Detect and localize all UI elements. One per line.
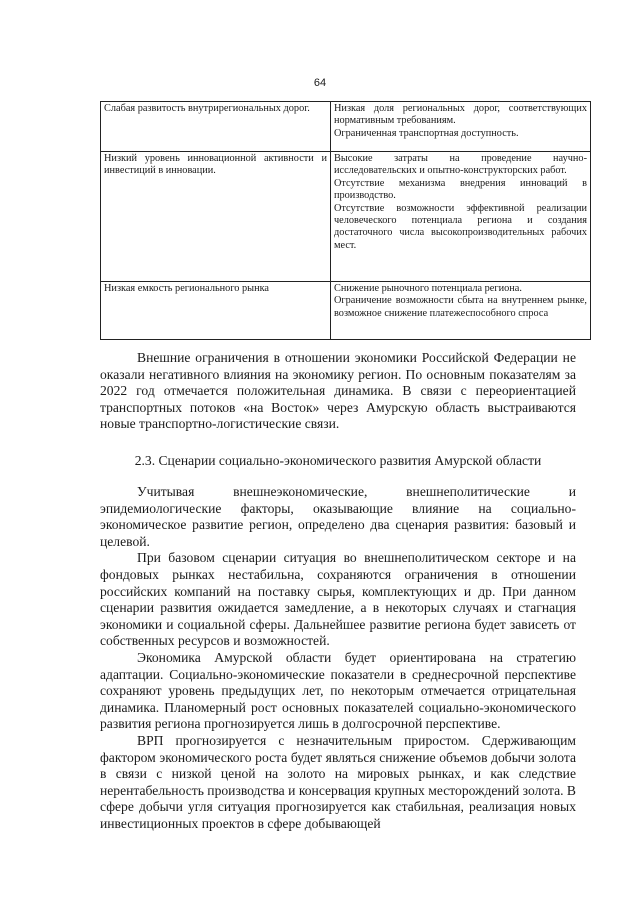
table-cell-factor [101, 102, 331, 152]
paragraph: Экономика Амурской области будет ориентирована на стратегию адаптации. Социально-экономические показатели в среднесрочной перспективе сохраняют уровень предыдущих лет, по некоторым отмечается отрицательная динамика. Планомерный рост основных показателей социально-экономического развития региона прогнозируется лишь в долгосрочной перспективе. [100, 649, 576, 732]
consequence-text: Снижение рыночного потенциала региона. [334, 283, 522, 294]
paragraph: Учитывая внешнеэкономические, внешнеполитические и эпидемиологические факторы, оказывающие влияние на социально-экономическое развитие регион, определено два сценария развития: базовый и целевой. [100, 484, 576, 549]
constraints-table [100, 101, 591, 340]
intro-section [100, 350, 576, 433]
consequence-text: Ограничение возможности сбыта на внутреннем рынке, возможное снижение платежеспособного спроса [334, 295, 587, 319]
consequence-text: Ограниченная транспортная доступность. [334, 127, 519, 139]
table-cell-factor [101, 282, 331, 340]
consequence-text: Высокие затраты на проведение научно-исследовательских и опытно-конструкторских работ. [334, 153, 587, 177]
intro-paragraph: Внешние ограничения в отношении экономики Российской Федерации не оказали негативного влияния на экономику регион. По основным показателям за 2022 год отмечается положительная динамика. В связи с переориентацией транспортных потоков «на Восток» через Амурскую область выстраиваются новые транспортно-логистические связи. [100, 350, 576, 432]
factor-text: Слабая развитость внутрирегиональных дорог. [104, 103, 310, 114]
table-cell-consequences [331, 152, 591, 282]
paragraph: ВРП прогнозируется с незначительным приростом. Сдерживающим фактором экономического роста будет являться снижение объемов добычи золота в связи с низкой ценой на золото на мировых рынках, и как следствие нерентабельность производства и консервация крупных месторождений золота. В сфере добычи угля ситуация прогнозируется как стабильная, реализация новых инвестиционных проектов в сфере добывающей [100, 732, 576, 831]
consequence-text: Отсутствие механизма внедрения инноваций в производство. [334, 177, 587, 202]
scenarios-section [100, 484, 576, 832]
table-cell-factor [101, 152, 331, 282]
table-row [101, 282, 591, 340]
consequence-text: Отсутствие возможности эффективной реализации человеческого потенциала региона и создания достаточного числа высокопроизводительных рабочих мест. [334, 202, 587, 251]
table-row [101, 102, 591, 152]
table-cell-consequences [331, 102, 591, 152]
paragraph: При базовом сценарии ситуация во внешнеполитическом секторе и на фондовых рынках нестабильна, сохраняются ограничения в отношении российских компаний на поставку сырья, комплектующих и др. При данном сценарии развития ожидается замедление, а в некоторых случаях и стагнация экономики и социальной сферы. Дальнейшее развитие региона будет зависеть от собственных ресурсов и возможностей. [100, 550, 576, 649]
page-number: 64 [313, 77, 327, 89]
factor-text: Низкая емкость регионального рынка [104, 283, 270, 294]
factor-text: Низкий уровень инновационной активности и инвестиций в инновации. [104, 153, 327, 177]
consequence-text: Низкая доля региональных дорог, соответствующих нормативным требованиям. [334, 103, 587, 127]
table-row [101, 152, 591, 282]
table-cell-consequences [331, 282, 591, 340]
section-heading: 2.3. Сценарии социально-экономического развития Амурской области [134, 453, 542, 468]
